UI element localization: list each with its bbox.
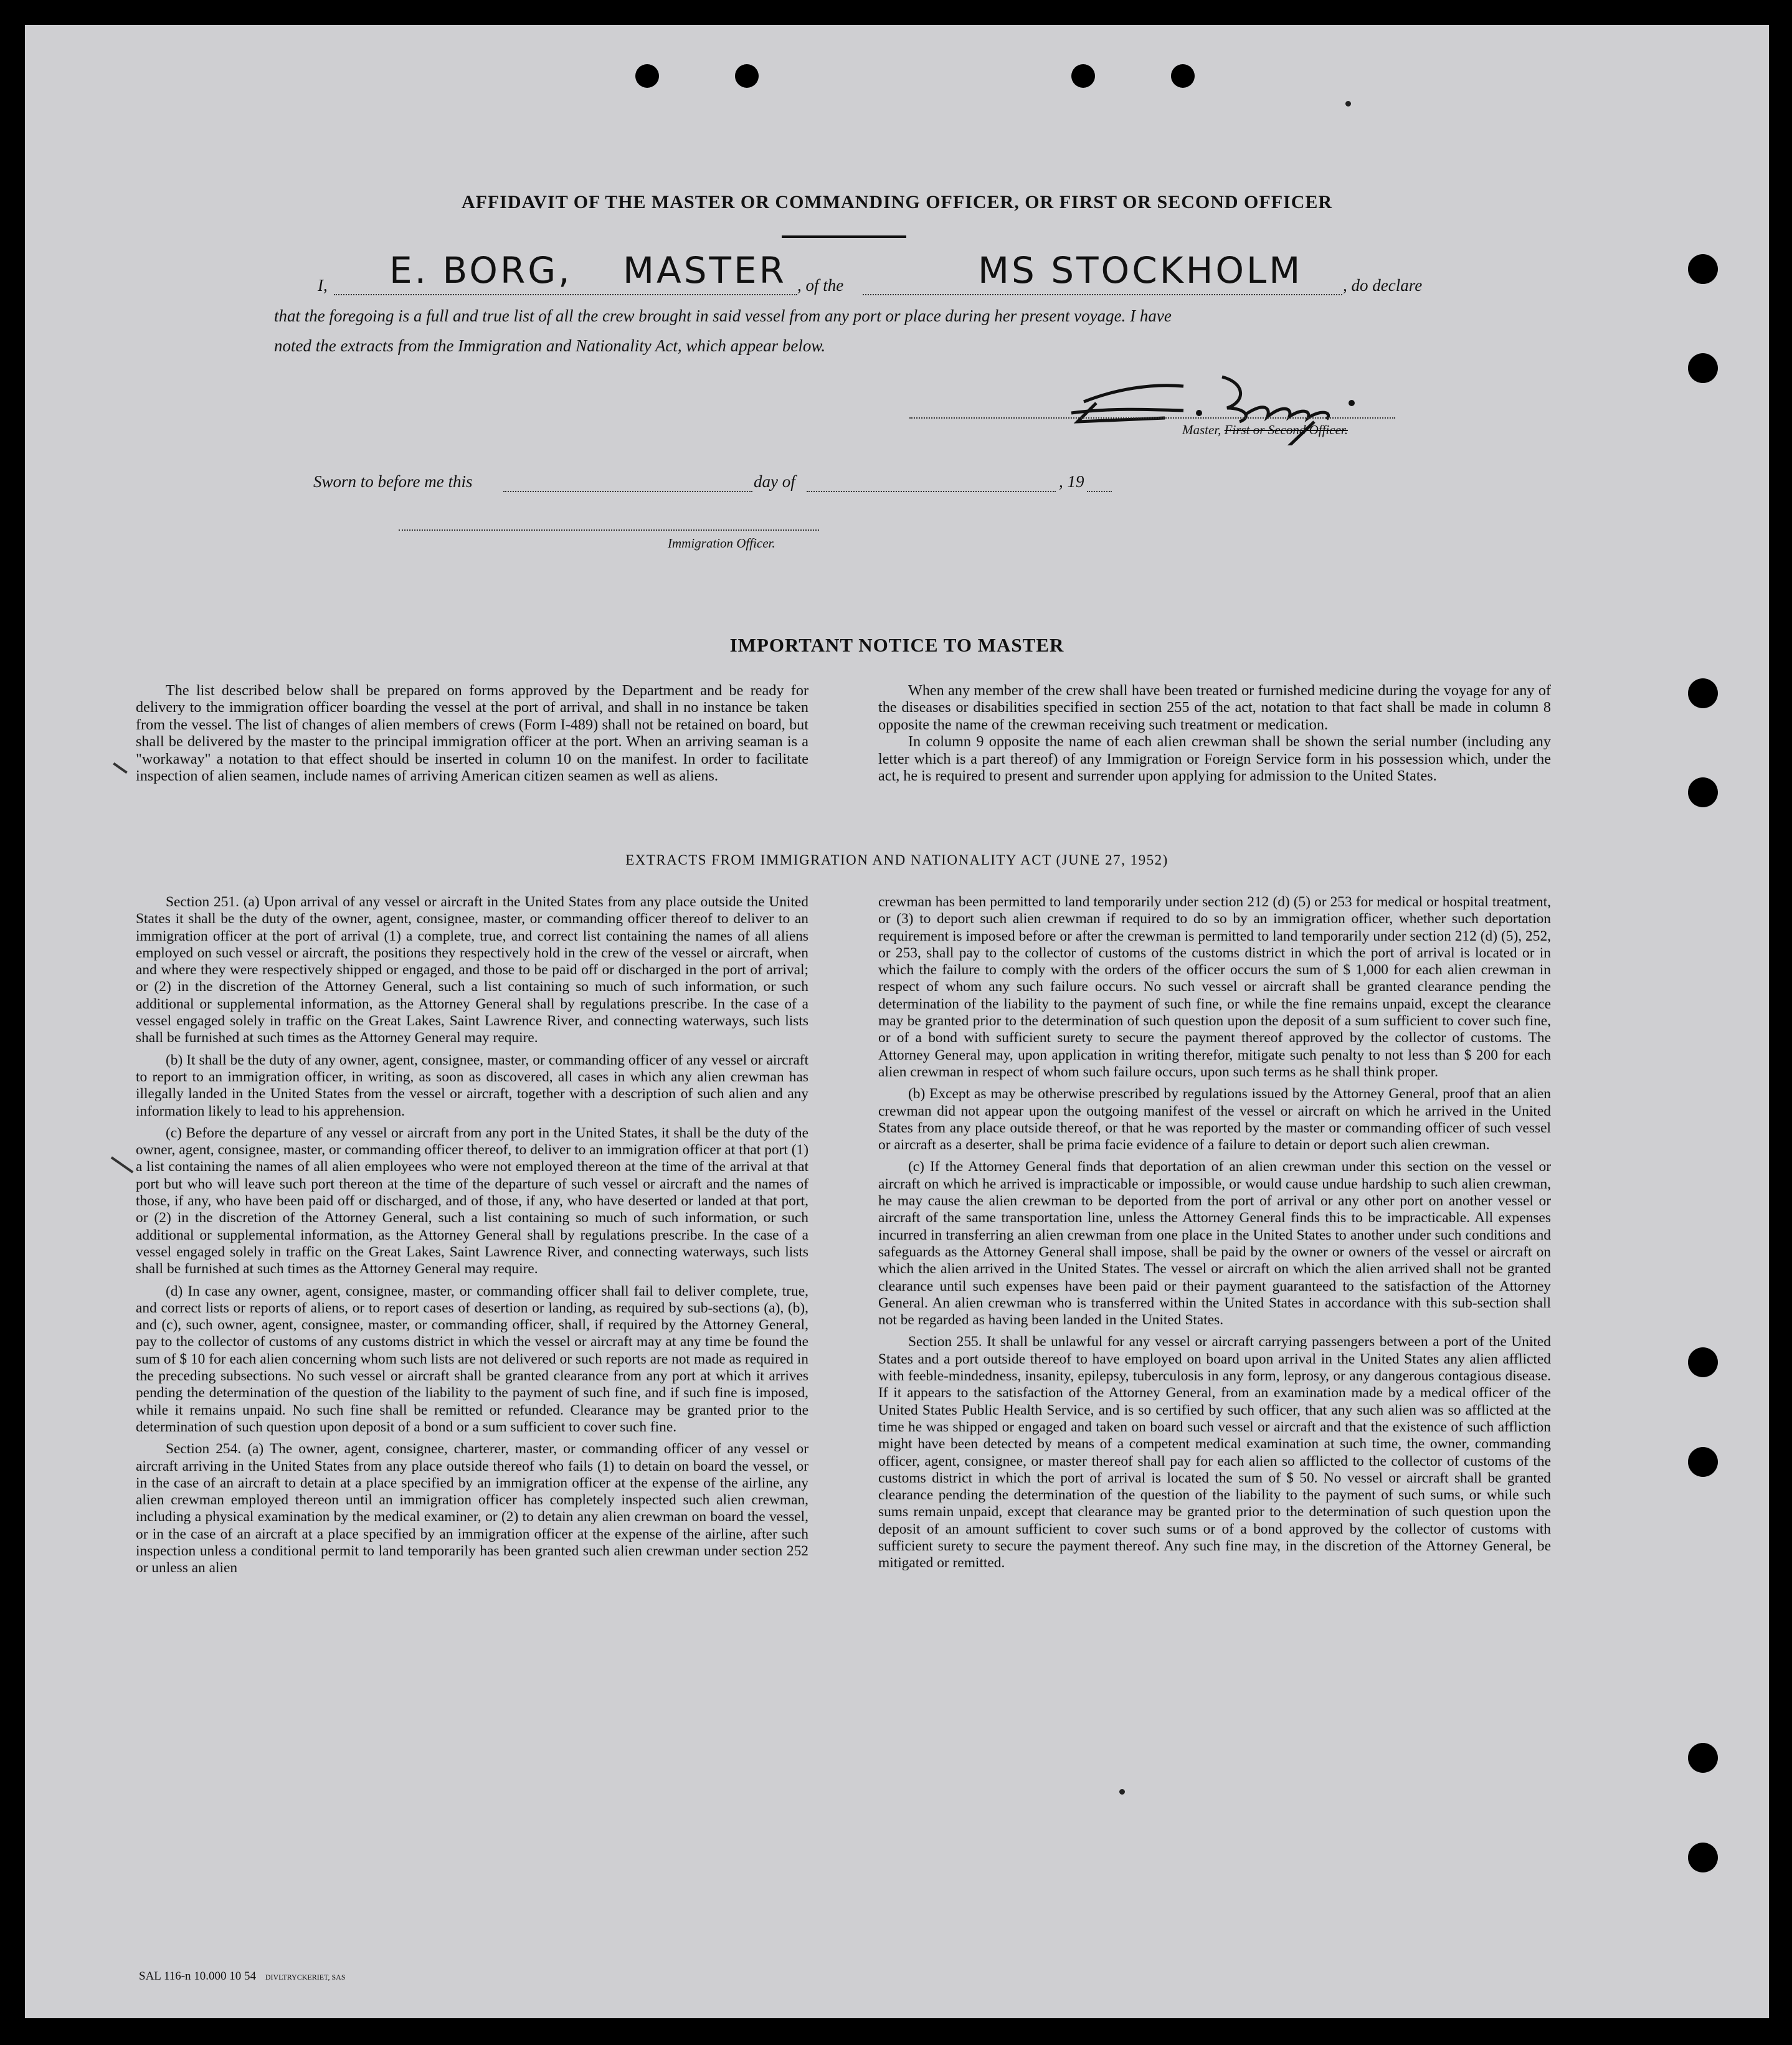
punch-hole-icon [1688, 1743, 1718, 1773]
declaration-statement-line1: that the foregoing is a full and true list of all the crew brought in said vessel from any port or place during her present voyage. I have [274, 306, 1172, 325]
declaration-statement-line2: noted the extracts from the Immigration and Nationality Act, which appear below. [274, 336, 826, 355]
immigration-officer-line [399, 529, 819, 531]
extract-paragraph: (d) In case any owner, agent, consignee, master, or commanding officer shall fail to deliver complete, true, and correct lists or reports of aliens, or to report cases of desertion or landing, as required by sub-sections (a), (b), and (c), such owner, agent, consignee, master, or commanding officer, shall, if required by the Attorney General, pay to the collector of customs of any customs district in which the vessel or aircraft may at any time be found the sum of $ 10 for each alien concerning whom such lists are not delivered or such reports are not made as required in the preceding subsections. No such vessel or aircraft shall be granted clearance from any port at which it arrives pending the determination of the question of the liability to the payment of such fine, and if such fine is imposed, while it remains unpaid. No such fine shall be remitted or refunded. Clearance may be granted prior to the determination of such question upon deposit of a bond or a sum sufficient to cover such fine. [136, 1283, 808, 1435]
extracts-right-column [878, 894, 1551, 1572]
punch-hole-icon [1688, 254, 1718, 284]
extract-paragraph: Section 255. It shall be unlawful for any vessel or aircraft carrying passengers between a port of the United States and a port outside thereof to have employed on board upon arrival in the United States any alien afflicted with feeble-mindedness, insanity, epilepsy, tuberculosis in any form, leprosy, or any dangerous contagious disease. If it appears to the satisfaction of the Attorney General, from an examination made by a medical officer of the United States Public Health Service, and is so certified by such officer, that any such alien was so afflicted at the time he was shipped or engaged and taken on board such vessel or aircraft and that the existence of such affliction might have been detected by means of a competent medical examination at such time, the owner, commanding officer, agent, consignee, or master thereof shall pay for each alien so afflicted to the collector of customs of the customs district in which the port of arrival is located the sum of $ 50. No vessel or aircraft shall be granted clearance pending the determination of the question of the liability to the payment of such sums, or while such sums remain unpaid, except that clearance may be granted prior to the determination of such question upon the deposit of an amount sufficient to cover such sums or of a bond approved by the collector of customs with sufficient surety to secure the payment thereof. Any such fine may, in the discretion of the Attorney General, be mitigated or remitted. [878, 1334, 1551, 1572]
extract-paragraph: (b) It shall be the duty of any owner, agent, consignee, master, or commanding officer of any vessel or aircraft to report to an immigration officer, in writing, as soon as discovered, all cases in which any alien crewman has illegally landed in the United States from the vessel or aircraft, together with a description of such alien and any information likely to lead to his apprehension. [136, 1051, 808, 1119]
pen-mark [113, 762, 128, 774]
vessel-field-underline [863, 294, 1342, 295]
i-label: I, [318, 276, 328, 295]
punch-hole-icon [635, 64, 659, 88]
immigration-officer-label: Immigration Officer. [668, 536, 775, 551]
sworn-label: Sworn to before me this [313, 472, 473, 491]
form-number-text: SAL 116-n 10.000 10 54 [139, 1970, 257, 1983]
signature-caption [1182, 422, 1348, 438]
notice-left-column [136, 682, 808, 784]
declare-label: , do declare [1343, 276, 1423, 295]
punch-hole-icon [1171, 64, 1195, 88]
speck-mark [1345, 101, 1351, 107]
signature-caption-struck: First or Second Officer. [1224, 422, 1348, 437]
extract-paragraph: (b) Except as may be otherwise prescribed by regulations issued by the Attorney General, proof that an alien crewman did not appear upon the outgoing manifest of the vessel or aircraft on which he arrived in the United States from any place outside thereof, or that he was reported by the master or commanding officer of such vessel or aircraft as a deserter, shall be prima facie evidence of a failure to detain or deport such alien crewman. [878, 1086, 1551, 1154]
notice-right-paragraph: In column 9 opposite the name of each alien crewman shall be shown the serial number (including any letter which is a part thereof) of any Immigration or Foreign Service form in his possession which, under the act, he is required to present and surrender upon applying for admission to the United States. [878, 733, 1551, 785]
of-the-label: , of the [797, 276, 844, 295]
notice-left-paragraph: The list described below shall be prepared on forms approved by the Department and be ready for delivery to the immigration officer boarding the vessel at the port of arrival, and shall in no instance be taken from the vessel. The list of changes of alien members of crews (Form I-489) shall not be retained on board, but shall be delivered by the master to the principal immigration officer at the port. When an arriving seaman is a "workaway" a notation to that effect should be inserted in column 10 on the manifest. In order to facilitate inspection of alien seamen, include names of arriving American citizen seamen as well as aliens. [136, 682, 808, 785]
signature-line [909, 417, 1395, 419]
sworn-month-underline [807, 491, 1056, 492]
punch-hole-icon [1688, 353, 1718, 383]
sworn-day-underline [503, 491, 752, 492]
sworn-year-underline [1087, 491, 1112, 492]
title-rule [782, 235, 906, 238]
extract-paragraph: (c) If the Attorney General finds that deportation of an alien crewman under this section on the vessel or aircraft on which he arrived is impracticable or impossible, or would cause undue hardship to such alien crewman, he may cause the alien crewman to be deported from the port of arrival or any other port on another vessel or aircraft of the same transportation line, unless the Attorney General finds this to be impracticable. All expenses incurred in transferring an alien crewman from one place in the United States to another under such conditions and safeguards as the Attorney General shall impose, shall be paid by the owner or owners of the vessel or aircraft on which the alien arrived in the United States. The vessel or aircraft on which the alien arrived shall not be granted clearance until such expenses have been paid or their payment guaranteed to the satisfaction of the Attorney General. An alien crewman who is transferred within the United States in accordance with this sub-section shall not be regarded as having been landed in the United States. [878, 1159, 1551, 1329]
punch-hole-icon [735, 64, 759, 88]
rank-field[interactable]: MASTER [623, 249, 787, 292]
affidavit-title: AFFIDAVIT OF THE MASTER OR COMMANDING OFFICER, OR FIRST OR SECOND OFFICER [461, 192, 1333, 212]
document-page [25, 25, 1769, 2018]
punch-hole-icon [1688, 1447, 1718, 1477]
vessel-name-field[interactable]: MS STOCKHOLM [978, 249, 1303, 292]
speck-mark [1119, 1789, 1125, 1795]
master-name-field[interactable]: E. BORG, [389, 249, 572, 292]
name-field-underline [334, 294, 797, 295]
punch-hole-icon [1688, 777, 1718, 807]
signature-caption-master: Master, [1182, 422, 1221, 437]
form-number [139, 1970, 346, 1983]
extract-paragraph: crewman has been permitted to land temporarily under section 212 (d) (5) or 253 for medical or hospital treatment, or (3) to deport such alien crewman if required to do so by an immigration officer, whether such deportation requirement is imposed before or after the crewman is permitted to land temporarily under section 212 (d) (5), 252, or 253, shall pay to the collector of customs of the customs district in which the port of arrival is located or in which the failure to comply with the orders of the officer occurs the sum of $ 1,000 for each alien crewman in respect of whom any such failure occurs. No such vessel or aircraft shall be granted clearance pending the determination of the liability to the payment of such fine, or while the fine remains unpaid, except the clearance may be granted prior to the determination of such question upon the deposit of a sum sufficient to cover such fine, or of a bond with sufficient surety to secure the payment thereof approved by the collector of customs. The Attorney General may, upon application in writing therefor, mitigate such penalty to not less than $ 200 for each alien crewman in respect of whom such failure occurs, upon such terms as he shall think proper. [878, 894, 1551, 1080]
year-label: , 19 [1059, 472, 1084, 491]
punch-hole-icon [1688, 1843, 1718, 1872]
printer-text: DIVLTRYCKERIET, SAS [265, 1973, 346, 1981]
extract-paragraph: Section 251. (a) Upon arrival of any vessel or aircraft in the United States from any place outside the United States it shall be the duty of the owner, agent, consignee, master, or commanding officer thereof to deliver to an immigration officer at the port of arrival (1) a complete, true, and correct list containing the names of all aliens employed on such vessel or aircraft, the positions they respectively hold in the crew of the vessel or aircraft, when and where they were respectively shipped or engaged, and those to be paid off or discharged in the port of arrival; or (2) in the discretion of the Attorney General, such a list containing so much of such information, or such additional or supplemental information, as the Attorney General shall by regulations prescribe. In the case of a vessel engaged solely in traffic on the Great Lakes, Saint Lawrence River, and connecting waterways, such lists shall be furnished at such times as the Attorney General may require. [136, 894, 808, 1046]
day-of-label: day of [754, 472, 795, 491]
extracts-title: EXTRACTS FROM IMMIGRATION AND NATIONALITY ACT (JUNE 27, 1952) [625, 852, 1169, 868]
pen-mark [111, 1156, 134, 1173]
punch-hole-icon [1688, 678, 1718, 708]
extract-paragraph: (c) Before the departure of any vessel or aircraft from any port in the United States, it shall be the duty of the owner, agent, consignee, master, or commanding officer thereof, to deliver to an immigration officer at that port (1) a list containing the names of all alien employees who were not employed thereon at the time of the arrival at that port but who will leave such port thereon at the time of the departure of such vessel or aircraft and the names of those, if any, who have been paid off or discharged, and of those, if any, who have deserted or landed at that port, or (2) in the discretion of the Attorney General, such a list containing so much of such information, or such additional or supplemental information, as the Attorney General shall by regulations prescribe. In the case of a vessel engaged solely in traffic on the Great Lakes, Saint Lawrence River, and connecting waterways, such lists shall be furnished at such times as the Attorney General may require. [136, 1124, 808, 1278]
extracts-left-column [136, 894, 808, 1577]
punch-hole-icon [1071, 64, 1095, 88]
notice-title: IMPORTANT NOTICE TO MASTER [729, 634, 1064, 656]
extract-paragraph: Section 254. (a) The owner, agent, consignee, charterer, master, or commanding officer of any vessel or aircraft arriving in the United States from any place outside thereof who fails (1) to detain on board the vessel, or in the case of an aircraft to detain at a place specified by an immigration officer at the expense of the airline, any alien crewman employed thereon until an immigration officer has completely inspected such alien crewman, including a physical examination by the medical examiner, or (2) to detain any alien crewman on board the vessel, or in the case of an aircraft at a place specified by an immigration officer at the expense of the airline, after such inspection unless a conditional permit to land temporarily has been granted such alien crewman under section 252 or unless an alien [136, 1441, 808, 1577]
punch-hole-icon [1688, 1347, 1718, 1377]
notice-right-column [878, 682, 1551, 784]
notice-right-paragraph: When any member of the crew shall have been treated or furnished medicine during the voyage for any of the diseases or disabilities specified in section 255 of the act, notation to that fact shall be made in column 8 opposite the name of the crewman receiving such treatment or medication. [878, 682, 1551, 733]
